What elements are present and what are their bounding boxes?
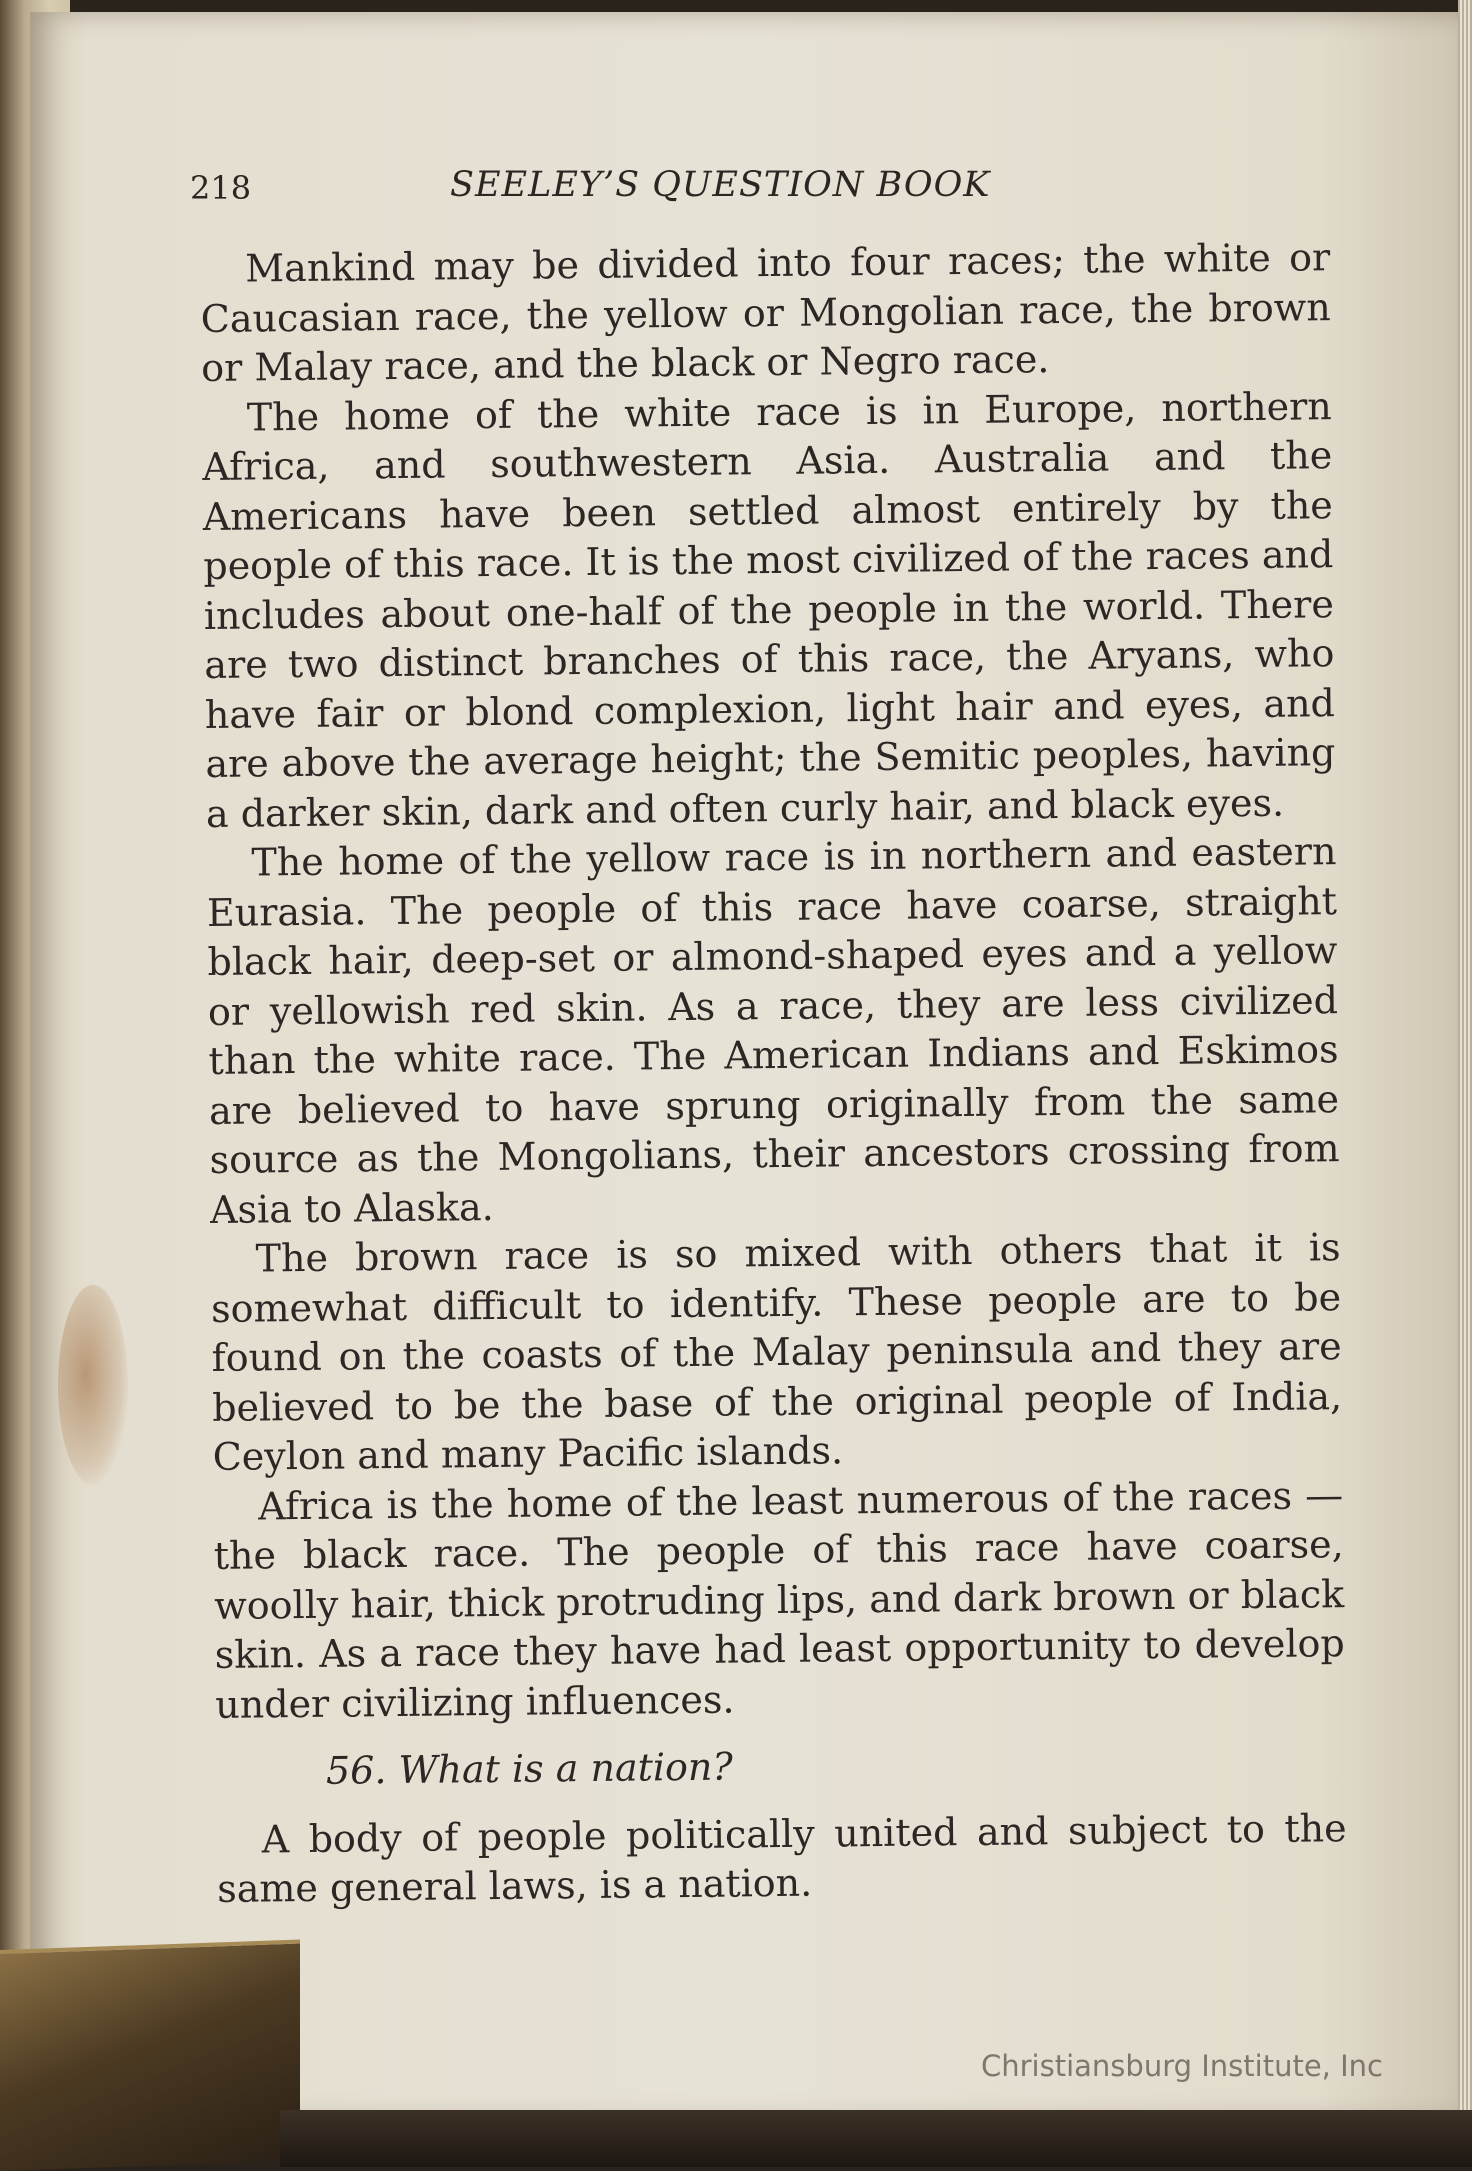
answer-paragraph: A body of people politically united and subject to the same general laws, is a nation.	[216, 1805, 1347, 1911]
bottom-shadow	[280, 2110, 1472, 2167]
page-stain	[58, 1285, 128, 1485]
page-number: 218	[190, 169, 252, 207]
page-edges	[1458, 0, 1472, 2167]
paragraph-black-race: Africa is the home of the least numerous of the races —the black race. The people of this race have coarse, woolly hair, thick protruding lips, and dark brown or black skin. As a race they have had least opportunity to develop under civilizing influences.	[213, 1472, 1345, 1727]
paragraph-brown-race: The brown race is so mixed with others that it is somewhat difficult to identify. These people are to be found on the coasts of the Malay peninsula and they are believed to be the base of the original people of India, Ceylon and many Pacific islands.	[210, 1225, 1343, 1479]
paragraph-yellow-race: The home of the yellow race is in northern and eastern Eurasia. The people of this race have coarse, straight black hair, deep-set or almond-shaped eyes and a yellow or yellowish red skin. As a race, they are less civilized than the white race. The American Indians and Eskimos are believed to have sprung originally from the same source as the Mongolians, their ancestors crossing from Asia to Alaska.	[206, 829, 1340, 1232]
paragraph-races: Mankind may be divided into four races; the white or Caucasian race, the yellow or Mongolian race, the brown or Malay race, and the black or Negro race.	[200, 235, 1331, 390]
body-text	[200, 233, 1347, 1914]
page-header	[190, 163, 1320, 213]
watermark-credit: Christiansburg Institute, Inc	[981, 2049, 1383, 2083]
question-heading: 56. What is a nation?	[325, 1744, 733, 1793]
paragraph-white-race: The home of the white race is in Europe, northern Africa, and southwestern Asia. Australia and the Americans have been settled almost entirely by the people of this race. It is the most civilized of the races and includes about one-half of the people in the world. There are two distinct branches of this race, the Aryans, who have fair or blond complexion, light hair and eyes, and are above the average height; the Semitic peoples, having a darker skin, dark and often curly hair, and black eyes.	[202, 383, 1336, 836]
book-cover-corner	[0, 1940, 300, 2171]
running-title: SEELEY’S QUESTION BOOK	[450, 165, 991, 205]
